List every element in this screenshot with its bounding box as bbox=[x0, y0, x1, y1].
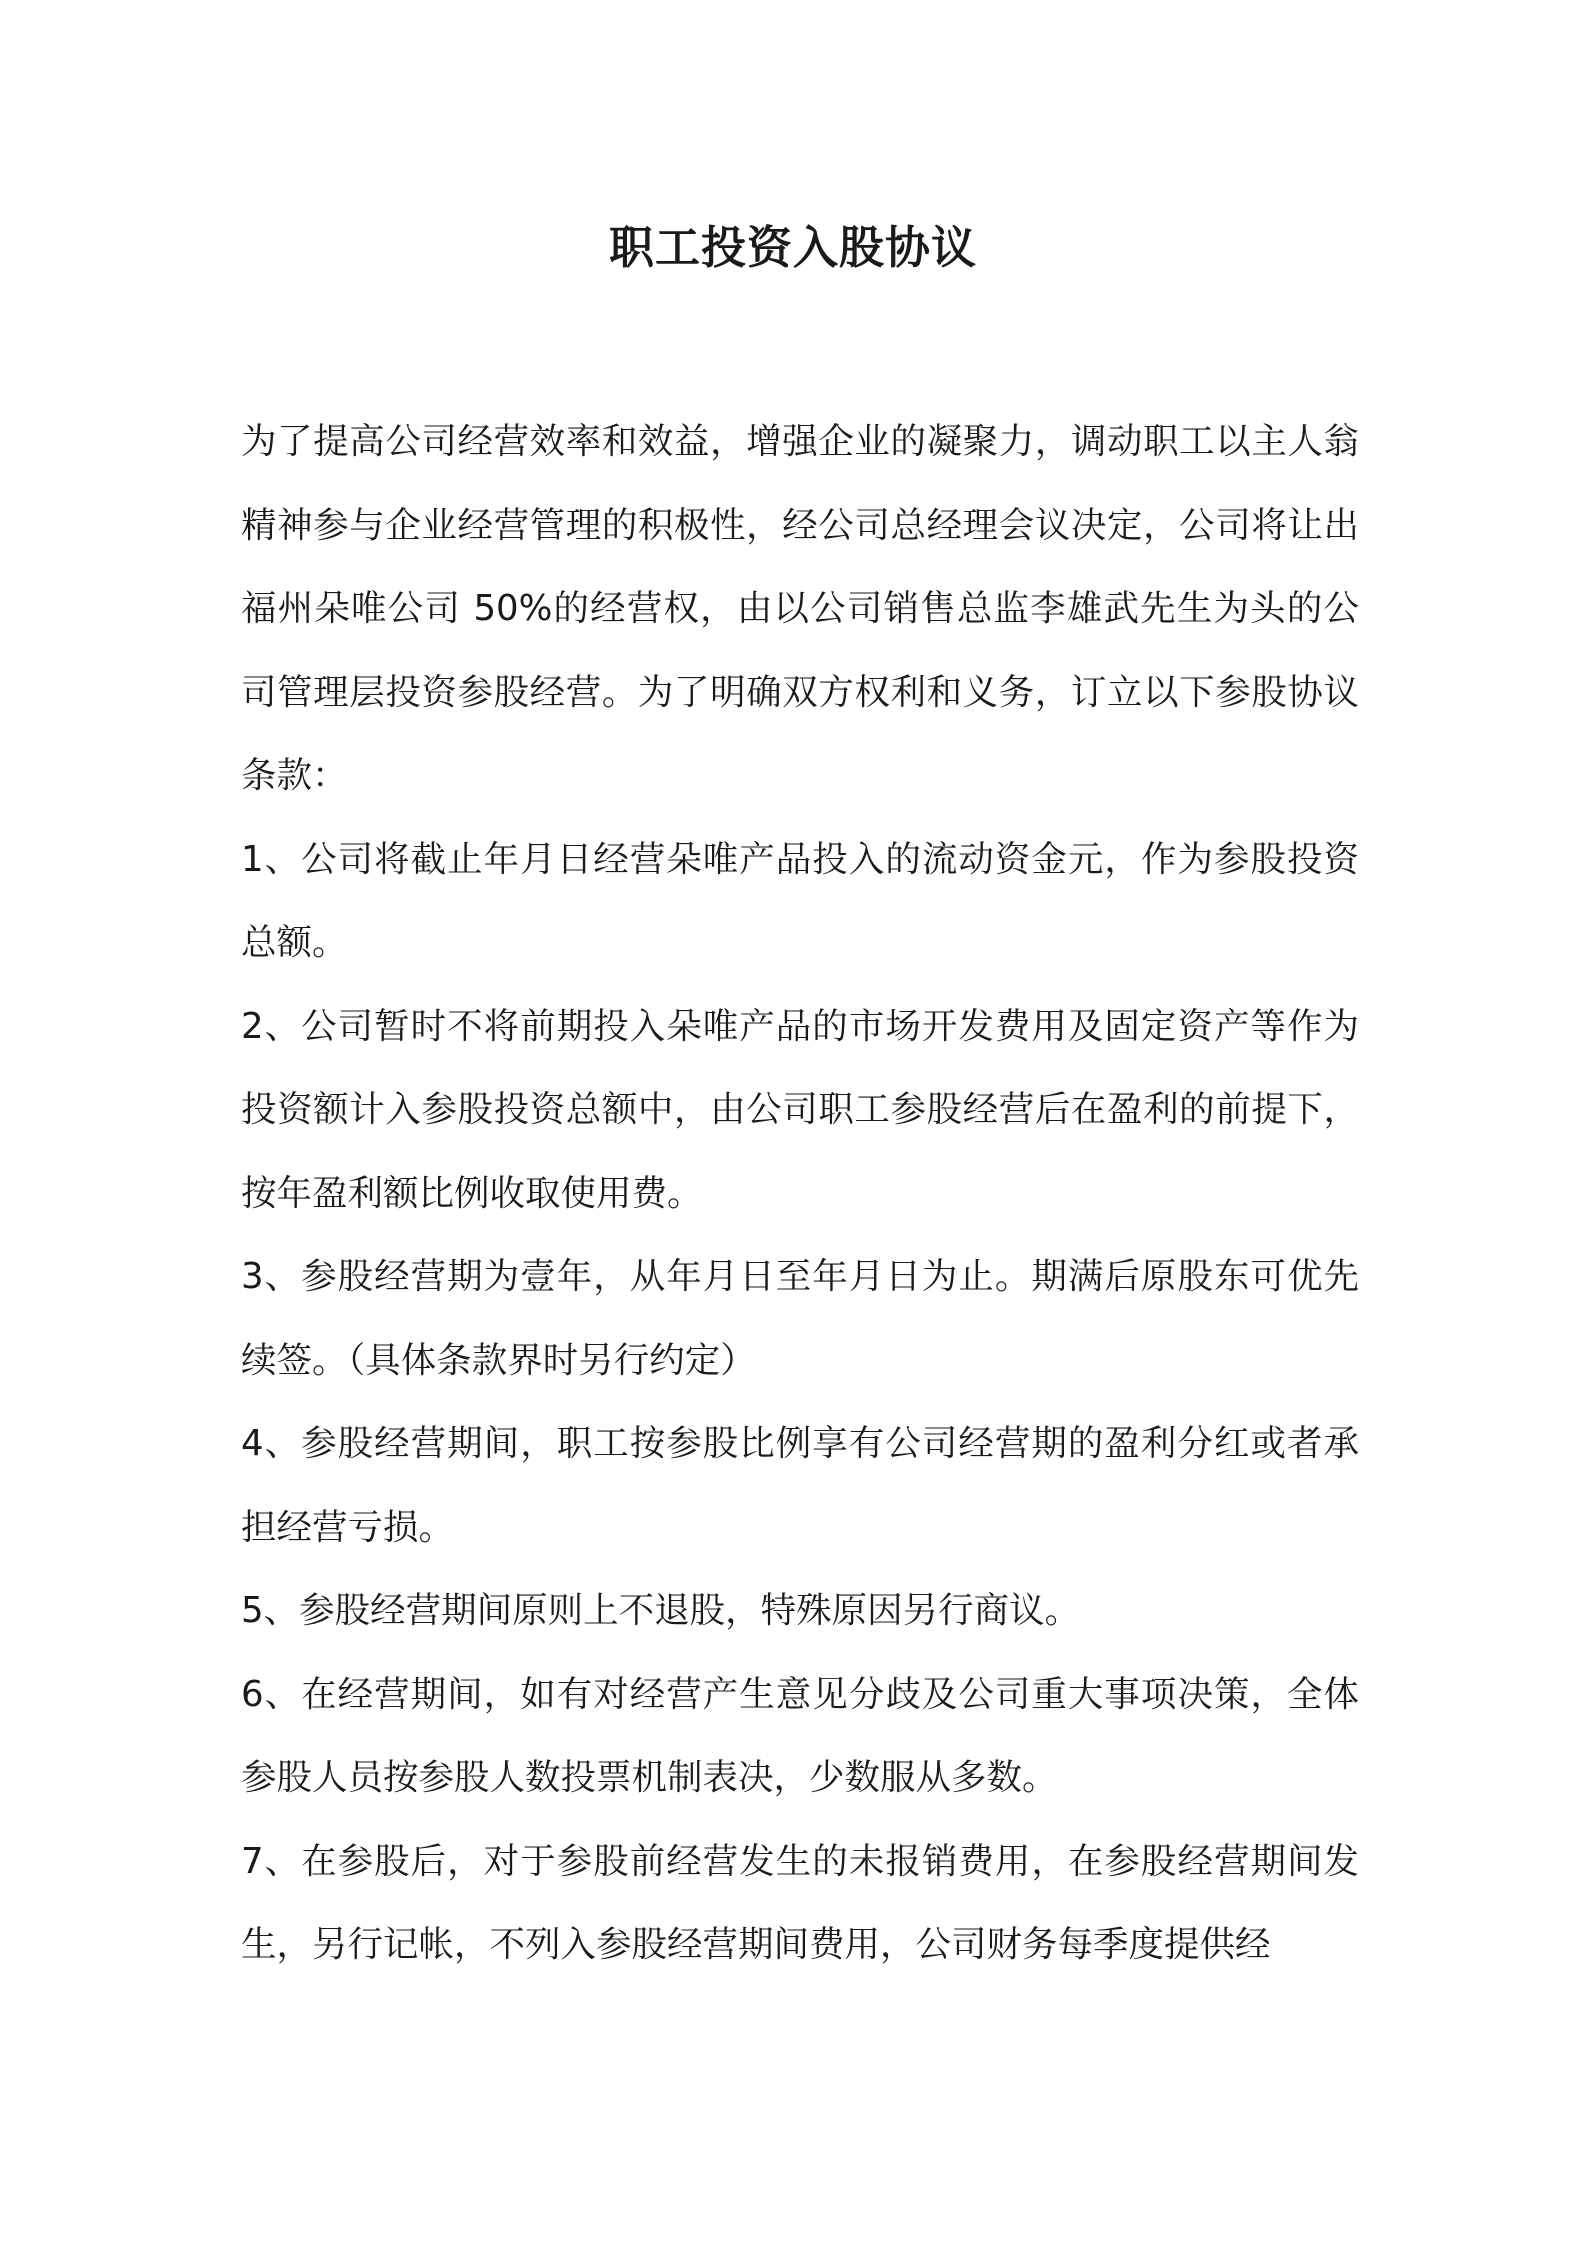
clause-5: 5、参股经营期间原则上不退股，特殊原因另行商议。 bbox=[241, 1590, 1081, 1631]
clause-3: 3、参股经营期为壹年，从年月日至年月日为止。期满后原股东可优先续签。（具体条款界时另行约定） bbox=[241, 1256, 1359, 1381]
document-title: 职工投资入股协议 bbox=[608, 221, 977, 274]
document-body bbox=[241, 400, 1359, 1987]
clause-6: 6、在经营期间，如有对经营产生意见分歧及公司重大事项决策，全体参股人员按参股人数投票机制表决，少数服从多数。 bbox=[241, 1673, 1359, 1798]
clause-4: 4、参股经营期间，职工按参股比例享有公司经营期的盈利分红或者承担经营亏损。 bbox=[241, 1423, 1359, 1548]
clause-7: 7、在参股后，对于参股前经营发生的未报销费用，在参股经营期间发生，另行记帐，不列入参股经营期间费用，公司财务每季度提供经 bbox=[241, 1840, 1359, 1965]
clause-2: 2、公司暂时不将前期投入朵唯产品的市场开发费用及固定资产等作为投资额计入参股投资总额中，由公司职工参股经营后在盈利的前提下，按年盈利额比例收取使用费。 bbox=[241, 1005, 1359, 1214]
clause-1: 1、公司将截止年月日经营朵唯产品投入的流动资金元，作为参股投资总额。 bbox=[241, 838, 1359, 963]
intro-paragraph: 为了提高公司经营效率和效益，增强企业的凝聚力，调动职工以主人翁精神参与企业经营管理的积极性，经公司总经理会议决定，公司将让出福州朵唯公司 50%的经营权，由以公司销售总监李雄武先生为头的公司管理层投资参股经营。为了明确双方权利和义务，订立以下参股协议条款： bbox=[241, 421, 1359, 796]
